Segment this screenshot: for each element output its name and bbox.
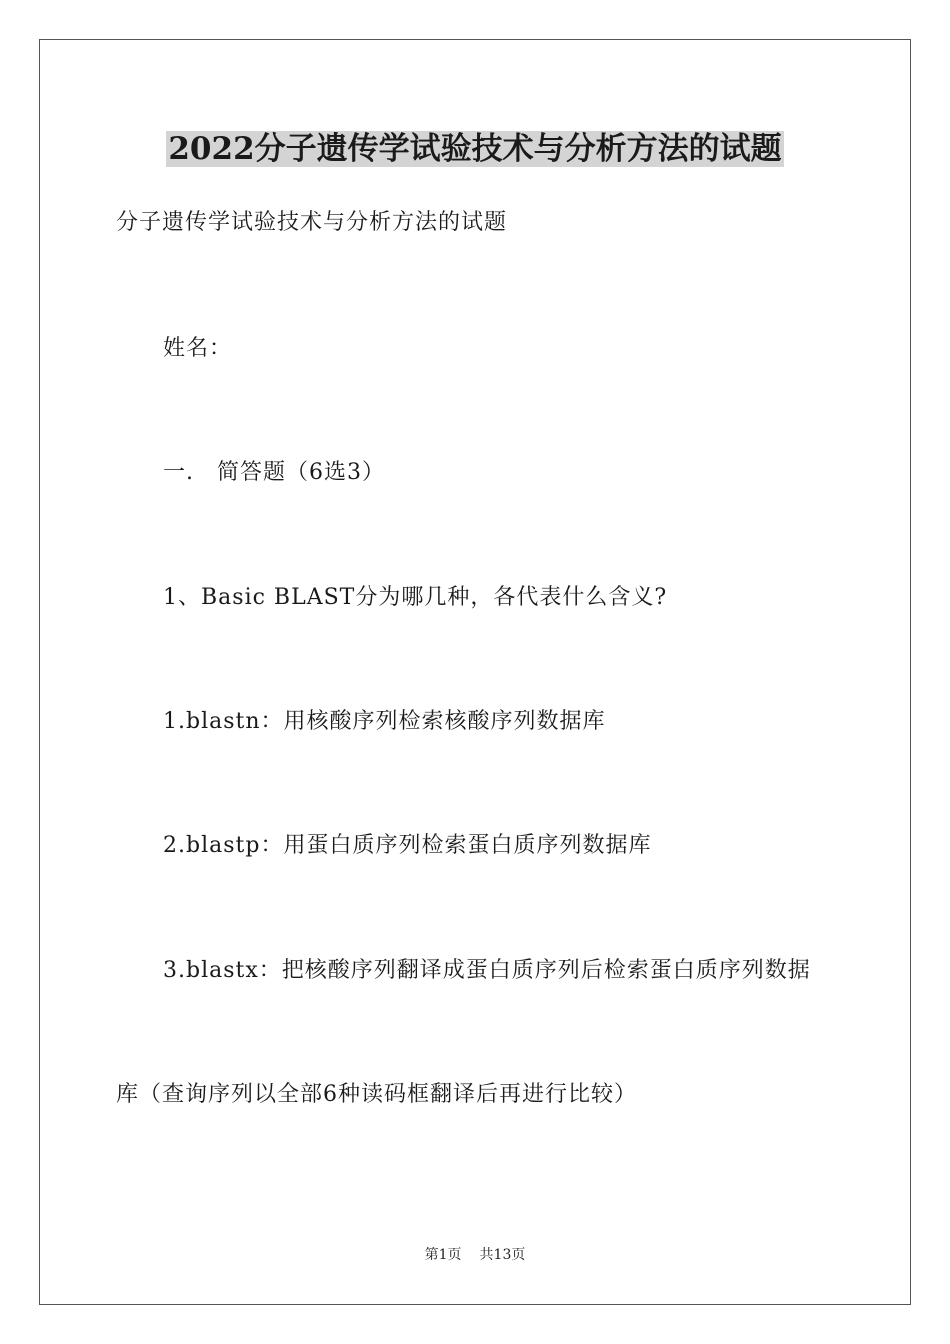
section-heading-line: 一. 简答题（6选3）: [163, 460, 385, 485]
subtitle-line: 分子遗传学试验技术与分析方法的试题: [116, 210, 508, 235]
page-current: 第1页: [424, 1247, 462, 1263]
answer-line-2: 2.blastp：用蛋白质序列检索蛋白质序列数据库: [163, 833, 652, 858]
document-title: [0, 127, 950, 171]
page-footer: [0, 1246, 950, 1264]
page-total: 共13页: [479, 1247, 526, 1263]
document-title-text: 2022分子遗传学试验技术与分析方法的试题: [168, 131, 782, 167]
answer-line-1: 1.blastn：用核酸序列检索核酸序列数据库: [163, 709, 606, 734]
answer-line-3-continuation: 库（查询序列以全部6种读码框翻译后再进行比较）: [116, 1082, 637, 1107]
name-label-line: 姓名：: [163, 336, 233, 361]
question-line: 1、Basic BLAST分为哪几种，各代表什么含义?: [163, 585, 668, 610]
answer-line-3: 3.blastx：把核酸序列翻译成蛋白质序列后检索蛋白质序列数据: [163, 958, 811, 983]
